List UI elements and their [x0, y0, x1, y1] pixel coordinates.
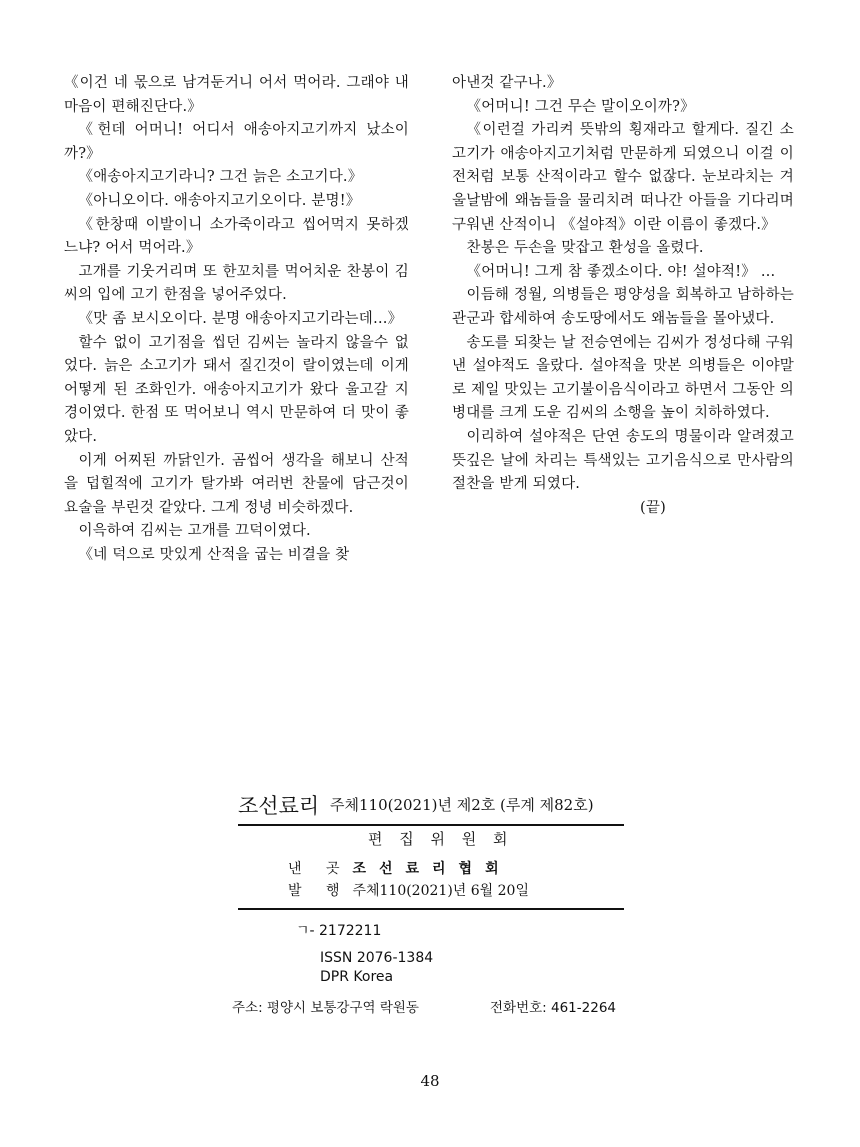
paragraph: 이듬해 정월, 의병들은 평양성을 회복하고 남하하는 관군과 합세하여 송도땅에서도 왜놈들을 몰아냈다.	[452, 287, 794, 327]
publish-date: 주체110(2021)년 6월 20일	[352, 883, 529, 899]
end-mark: (끝)	[640, 499, 666, 516]
country: DPR Korea	[320, 969, 394, 985]
paragraph: 《이건 네 몫으로 남겨둔거니 어서 먹어라. 그래야 내 마음이 편해진단다.》	[64, 75, 409, 115]
paragraph: 《헌데 어머니! 어디서 애송아지고기까지 났소이까?》	[64, 122, 409, 162]
publisher-label: 낸 곳	[288, 861, 350, 877]
paragraph: 《어머니! 그건 무슨 말이오이까?》	[466, 98, 695, 115]
paragraph: 《애송아지고기라니? 그건 늙은 소고기다.》	[78, 169, 363, 186]
page-number: 48	[420, 1072, 440, 1090]
paragraph: 《이런걸 가리켜 뜻밖의 횡재라고 할게다. 질긴 소고기가 애송아지고기처럼 만문하게 되였으니 이걸 이전처럼 보통 산적이라고 할수 없잖다. 눈보라치는 겨울날밤에 왜놈들을 물리치려 떠나간 아들을 기다리며 구워낸 산적이니 《설야적》이란 이름이 좋겠다.》	[452, 122, 794, 233]
paragraph: 《아니오이다. 애송아지고기오이다. 분명!》	[78, 192, 361, 209]
divider	[238, 908, 624, 910]
paragraph: 고개를 기웃거리며 또 한꼬치를 먹어치운 찬봉이 김씨의 입에 고기 한점을 넣어주었다.	[64, 263, 409, 304]
editorial-board: 편 집 위 원 회	[368, 830, 514, 848]
article-right-column	[452, 72, 794, 520]
paragraph: 송도를 되찾는 날 전승연에는 김씨가 정성다해 구워낸 설야적도 올랐다. 설야적을 맛본 의병들은 이야말로 제일 맛있는 고기불이음식이라고 하면서 그동안 의병대를 크게 도운 김씨의 소행을 높이 치하하였다.	[452, 334, 794, 422]
article-left-column	[64, 72, 409, 567]
paragraph: 이리하여 설야적은 단연 송도의 명물이라 알려졌고 뜻깊은 날에 차리는 특색있는 고기음식으로 만사람의 절찬을 받게 되였다.	[452, 428, 794, 493]
publisher-row	[288, 858, 512, 878]
issn: ISSN 2076-1384	[320, 950, 434, 966]
postal-code: ㄱ- 2172211	[296, 923, 382, 939]
magazine-title: 조선료리	[238, 794, 320, 818]
paragraph: 《한창때 이발이니 소가죽이라고 씹어먹지 못하겠느냐? 어서 먹어라.》	[64, 216, 409, 257]
issue-info: 주체110(2021)년 제2호 (루계 제82호)	[330, 796, 594, 814]
paragraph: 이윽하여 김씨는 고개를 끄덕이였다.	[78, 523, 311, 540]
paragraph: 《네 덕으로 맛있게 산적을 굽는 비결을 찾	[78, 546, 350, 563]
publisher-name: 조선료리협회	[352, 861, 512, 877]
address: 주소: 평양시 보통강구역 락원동	[232, 1000, 419, 1016]
paragraph: 이게 어찌된 까닭인가. 곰씹어 생각을 해보니 산적을 덥힐적에 고기가 탈가봐 여러번 찬물에 담근것이 요술을 부린것 같았다. 그게 정녕 비슷하겠다.	[64, 452, 409, 516]
paragraph: 《맛 좀 보시오이다. 분명 애송아지고기라는데…》	[78, 310, 403, 327]
publish-date-row	[288, 880, 529, 900]
date-label: 발 행	[288, 883, 350, 899]
masthead	[238, 790, 624, 826]
paragraph: 찬봉은 두손을 맞잡고 환성을 올렸다.	[466, 240, 704, 257]
paragraph: 《어머니! 그게 참 좋겠소이다. 야! 설야적!》 …	[466, 263, 776, 280]
phone: 전화번호: 461-2264	[490, 1000, 616, 1016]
paragraph: 할수 없이 고기점을 씹던 김씨는 놀라지 않을수 없었다. 늙은 소고기가 돼서 질긴것이 랄이였는데 이게 어떻게 된 조화인가. 애송아지고기가 왔다 울고갈 지경이였다. 한점 또 먹어보니 역시 만문하여 더 맛이 좋았다.	[64, 334, 409, 445]
paragraph: 아낸것 같구나.》	[452, 75, 562, 91]
